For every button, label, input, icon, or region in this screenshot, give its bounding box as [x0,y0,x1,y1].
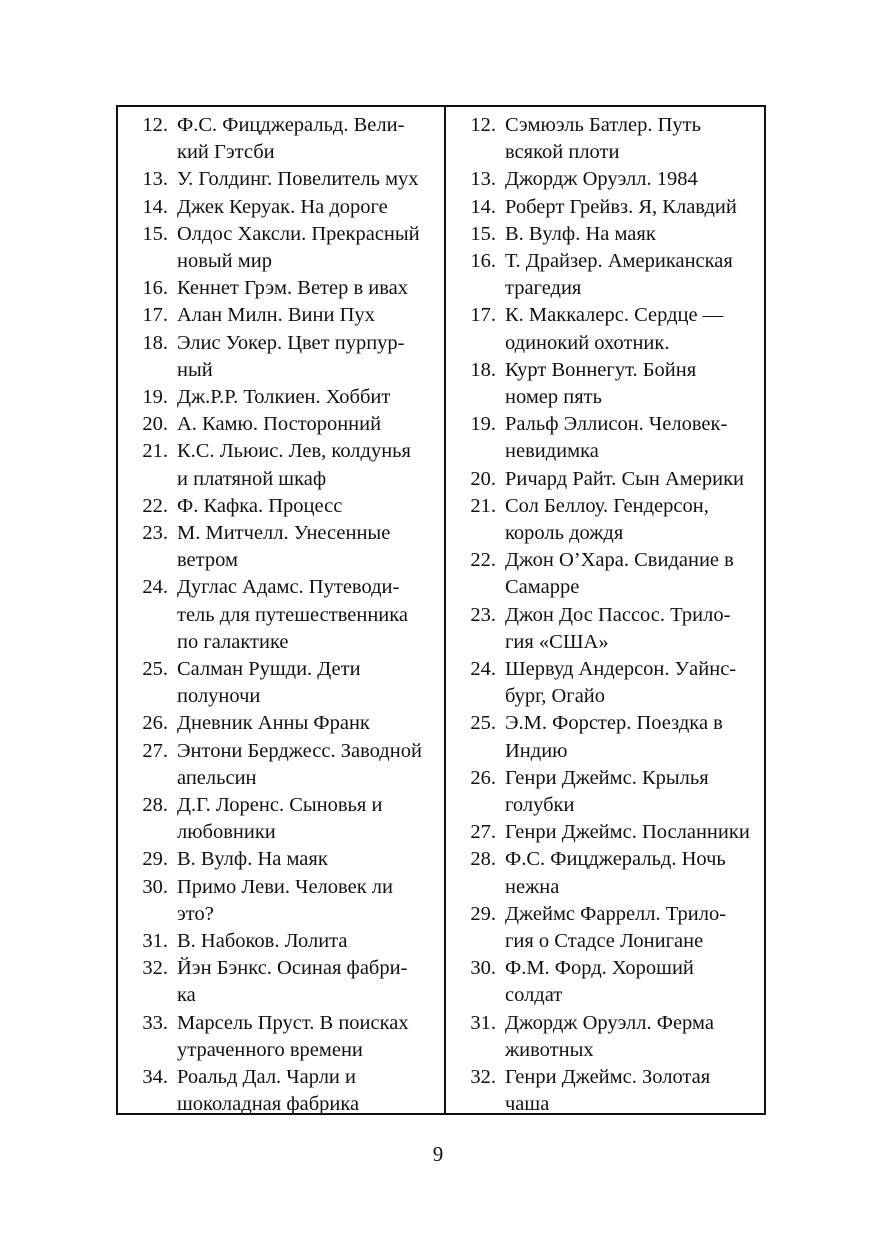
item-text-line: голубки [505,793,575,816]
item-number: 16. [142,277,168,300]
item-text-line: К. Маккалерс. Сердце — [505,304,724,327]
item-text [496,656,764,710]
item-text-line: Ричард Райт. Сын Америки [505,467,745,490]
list-item [118,1010,444,1064]
item-text-line: король дождя [505,521,624,544]
item-number: 23. [142,522,168,544]
item-text-line: тель для путешественника [177,603,409,626]
item-text [168,438,444,492]
item-text-line: А. Камю. Посторонний [177,413,382,436]
item-text [168,330,444,384]
item-text [168,112,444,166]
list-item [118,1064,444,1118]
item-text [496,710,764,764]
item-number: 16. [470,250,496,272]
left-column [118,107,446,1116]
item-number: 14. [470,195,496,218]
item-text [168,384,444,411]
item-number: 18. [142,331,168,354]
item-text [496,1010,764,1064]
item-text [168,846,444,873]
item-text-line: Шервуд Андерсон. Уайнс- [505,658,737,680]
item-number: 24. [142,576,168,599]
item-text-line: номер пять [505,385,602,408]
item-number: 23. [470,603,496,626]
list-item [446,493,764,547]
item-text [496,819,764,846]
item-number: 17. [142,304,168,327]
item-text-line: Самарре [505,576,580,599]
item-text [168,738,444,792]
item-number: 20. [142,413,168,436]
item-text-line: Генри Джеймс. Золотая [505,1066,711,1088]
item-text-line: гия о Стадсе Лонигане [505,929,704,952]
item-text-line: ка [177,984,196,1007]
item-number: 26. [470,766,496,789]
item-number: 30. [142,875,168,898]
list-item [446,166,764,193]
item-text-line: Д.Г. Лоренс. Сыновья и [177,794,383,816]
item-text [496,411,764,465]
item-text [496,248,764,302]
list-item [446,547,764,601]
item-text-line: Генри Джеймс. Крылья [505,766,709,789]
item-text-line: Ф. Кафка. Процесс [177,494,343,517]
item-text-line: Э.М. Форстер. Поездка в [505,712,723,735]
list-item [118,275,444,302]
item-text [168,1010,444,1064]
item-text-line: шоколадная фабрика [177,1093,360,1116]
item-number: 22. [470,549,496,572]
book-list-table [116,105,766,1115]
item-text-line: В. Набоков. Лолита [177,930,348,952]
item-text [496,221,764,248]
item-text-line: Роальд Дал. Чарли и [177,1066,356,1088]
item-text-line: Джеймс Фаррелл. Трило- [505,902,727,925]
list-item [446,221,764,248]
item-number: 12. [142,114,168,136]
list-item [446,819,764,846]
item-text-line: новый мир [177,249,272,272]
item-text-line: утраченного времени [177,1038,363,1061]
item-text [496,166,764,193]
item-text [496,901,764,955]
item-number: 29. [470,902,496,925]
item-number: 26. [142,712,168,735]
list-item [446,302,764,356]
item-text-line: В. Вулф. На маяк [177,848,328,871]
item-text-line: Примо Леви. Человек ли [177,875,393,898]
item-text [496,602,764,656]
item-text-line: полуночи [177,685,261,708]
list-item [118,846,444,873]
item-number: 32. [470,1066,496,1088]
item-number: 29. [142,848,168,871]
item-text-line: Дуглас Адамс. Путеводи- [177,576,400,599]
list-item [446,846,764,900]
item-text-line: солдат [505,984,563,1007]
item-text-line: ветром [177,549,238,572]
item-number: 31. [470,1011,496,1034]
list-item [446,1064,764,1118]
list-item [118,493,444,520]
item-text [168,1064,444,1118]
list-item [446,357,764,411]
item-text [168,710,444,737]
list-item [446,656,764,710]
item-number: 27. [470,821,496,844]
list-item [118,574,444,656]
item-text [168,194,444,221]
item-text [168,302,444,329]
item-text-line: Энтони Берджесс. Заводной [177,739,422,762]
item-number: 25. [470,712,496,735]
item-text-line: У. Голдинг. Повелитель мух [177,168,419,191]
item-text [496,466,764,493]
item-text-line: Марсель Пруст. В поисках [177,1011,409,1034]
item-text-line: Ф.С. Фицджеральд. Ночь [505,848,726,871]
item-text-line: Салман Рушди. Дети [177,658,361,680]
item-number: 22. [142,494,168,517]
item-text-line: гия «США» [505,630,609,653]
list-item [446,710,764,764]
right-column [446,107,764,1116]
item-text [168,493,444,520]
item-text-line: Сэмюэль Батлер. Путь [505,114,701,136]
item-text-line: К.С. Льюис. Лев, колдунья [177,440,411,463]
list-item [118,221,444,275]
item-text-line: Роберт Грейвз. Я, Клавдий [505,195,737,218]
item-text-line: Йэн Бэнкс. Осиная фабри- [177,957,408,980]
item-text-line: это? [177,902,214,925]
list-item [118,302,444,329]
item-text [168,928,444,955]
item-number: 28. [142,794,168,816]
item-text [496,357,764,411]
item-text-line: и платяной шкаф [177,467,327,490]
item-text-line: апельсин [177,766,257,789]
item-number: 30. [470,957,496,980]
item-text-line: Дж.Р.Р. Толкиен. Хоббит [177,386,391,408]
item-text [168,874,444,928]
item-text [496,547,764,601]
list-item [118,792,444,846]
item-text [168,166,444,193]
item-text-line: Олдос Хаксли. Прекрасный [177,222,420,245]
item-text-line: Ральф Эллисон. Человек- [505,413,728,436]
item-text-line: Джон О’Хара. Свидание в [505,549,734,572]
item-number: 21. [142,440,168,463]
list-item [446,411,764,465]
list-item [446,248,764,302]
item-text [496,302,764,356]
list-item [446,466,764,493]
list-item [118,166,444,193]
item-number: 15. [142,222,168,245]
list-item [118,112,444,166]
list-item [446,112,764,166]
item-text [496,194,764,221]
item-text-line: Джон Дос Пассос. Трило- [505,603,731,626]
item-text-line: Ф.С. Фицджеральд. Вели- [177,114,405,136]
item-number: 13. [470,168,496,191]
item-number: 24. [470,658,496,680]
item-text [496,1064,764,1118]
item-text [168,792,444,846]
item-text-line: по галактике [177,630,289,653]
item-text-line: бург, Огайо [505,685,606,708]
item-text [496,765,764,819]
list-item [118,194,444,221]
item-number: 15. [470,222,496,245]
item-number: 20. [470,467,496,490]
item-text [496,846,764,900]
list-item [446,194,764,221]
list-item [118,955,444,1009]
item-text-line: В. Вулф. На маяк [505,222,656,245]
list-item [118,520,444,574]
item-number: 17. [470,304,496,327]
item-number: 19. [470,413,496,436]
item-number: 19. [142,386,168,408]
list-item [118,330,444,384]
item-text [496,112,764,166]
item-text-line: нежна [505,875,560,898]
item-number: 12. [470,114,496,136]
list-item [446,765,764,819]
item-number: 14. [142,195,168,218]
item-text-line: Т. Драйзер. Американская [505,250,733,272]
item-text [168,520,444,574]
list-item [118,411,444,438]
item-text-line: животных [505,1038,594,1061]
item-number: 21. [470,494,496,517]
page-number: 9 [432,1142,444,1166]
item-text [168,221,444,275]
item-text-line: Дневник Анны Франк [177,712,370,735]
list-item [118,384,444,411]
item-text [168,955,444,1009]
item-number: 34. [142,1066,168,1088]
item-text-line: Джордж Оруэлл. Ферма [505,1011,714,1034]
item-text-line: Генри Джеймс. Посланники [505,821,750,844]
item-text-line: одинокий охотник. [505,331,670,354]
item-text [168,411,444,438]
item-text-line: трагедия [505,277,582,300]
item-number: 27. [142,739,168,762]
item-number: 33. [142,1011,168,1034]
item-text-line: Сол Беллоу. Гендерсон, [505,494,709,517]
item-text-line: Курт Воннегут. Бойня [505,358,697,381]
item-text-line: ный [177,358,213,381]
list-item [446,955,764,1009]
item-text-line: невидимка [505,440,599,463]
item-text [168,574,444,656]
item-text-line: всякой плоти [505,141,620,164]
item-text-line: Ф.М. Форд. Хороший [505,957,694,980]
list-item [118,438,444,492]
list-item [118,874,444,928]
item-text-line: Элис Уокер. Цвет пурпур- [177,331,405,354]
list-item [118,710,444,737]
item-text-line: Джек Керуак. На дороге [177,195,388,218]
item-number: 13. [142,168,168,191]
list-item [446,1010,764,1064]
item-text [168,275,444,302]
item-text-line: кий Гэтсби [177,141,275,164]
list-item [446,602,764,656]
list-item [118,928,444,955]
item-text [496,955,764,1009]
item-text [496,493,764,547]
list-item [118,656,444,710]
item-text [168,656,444,710]
item-number: 32. [142,957,168,980]
item-text-line: Индию [505,739,568,762]
item-text-line: Алан Милн. Вини Пух [177,304,375,327]
item-text-line: чаша [505,1093,550,1116]
list-item [446,901,764,955]
item-number: 28. [470,848,496,871]
item-text-line: Джордж Оруэлл. 1984 [505,168,698,191]
item-number: 31. [142,930,168,952]
item-number: 25. [142,658,168,680]
item-text-line: М. Митчелл. Унесенные [177,522,391,544]
list-item [118,738,444,792]
item-text-line: любовники [177,821,276,844]
item-text-line: Кеннет Грэм. Ветер в ивах [177,277,409,300]
item-number: 18. [470,358,496,381]
